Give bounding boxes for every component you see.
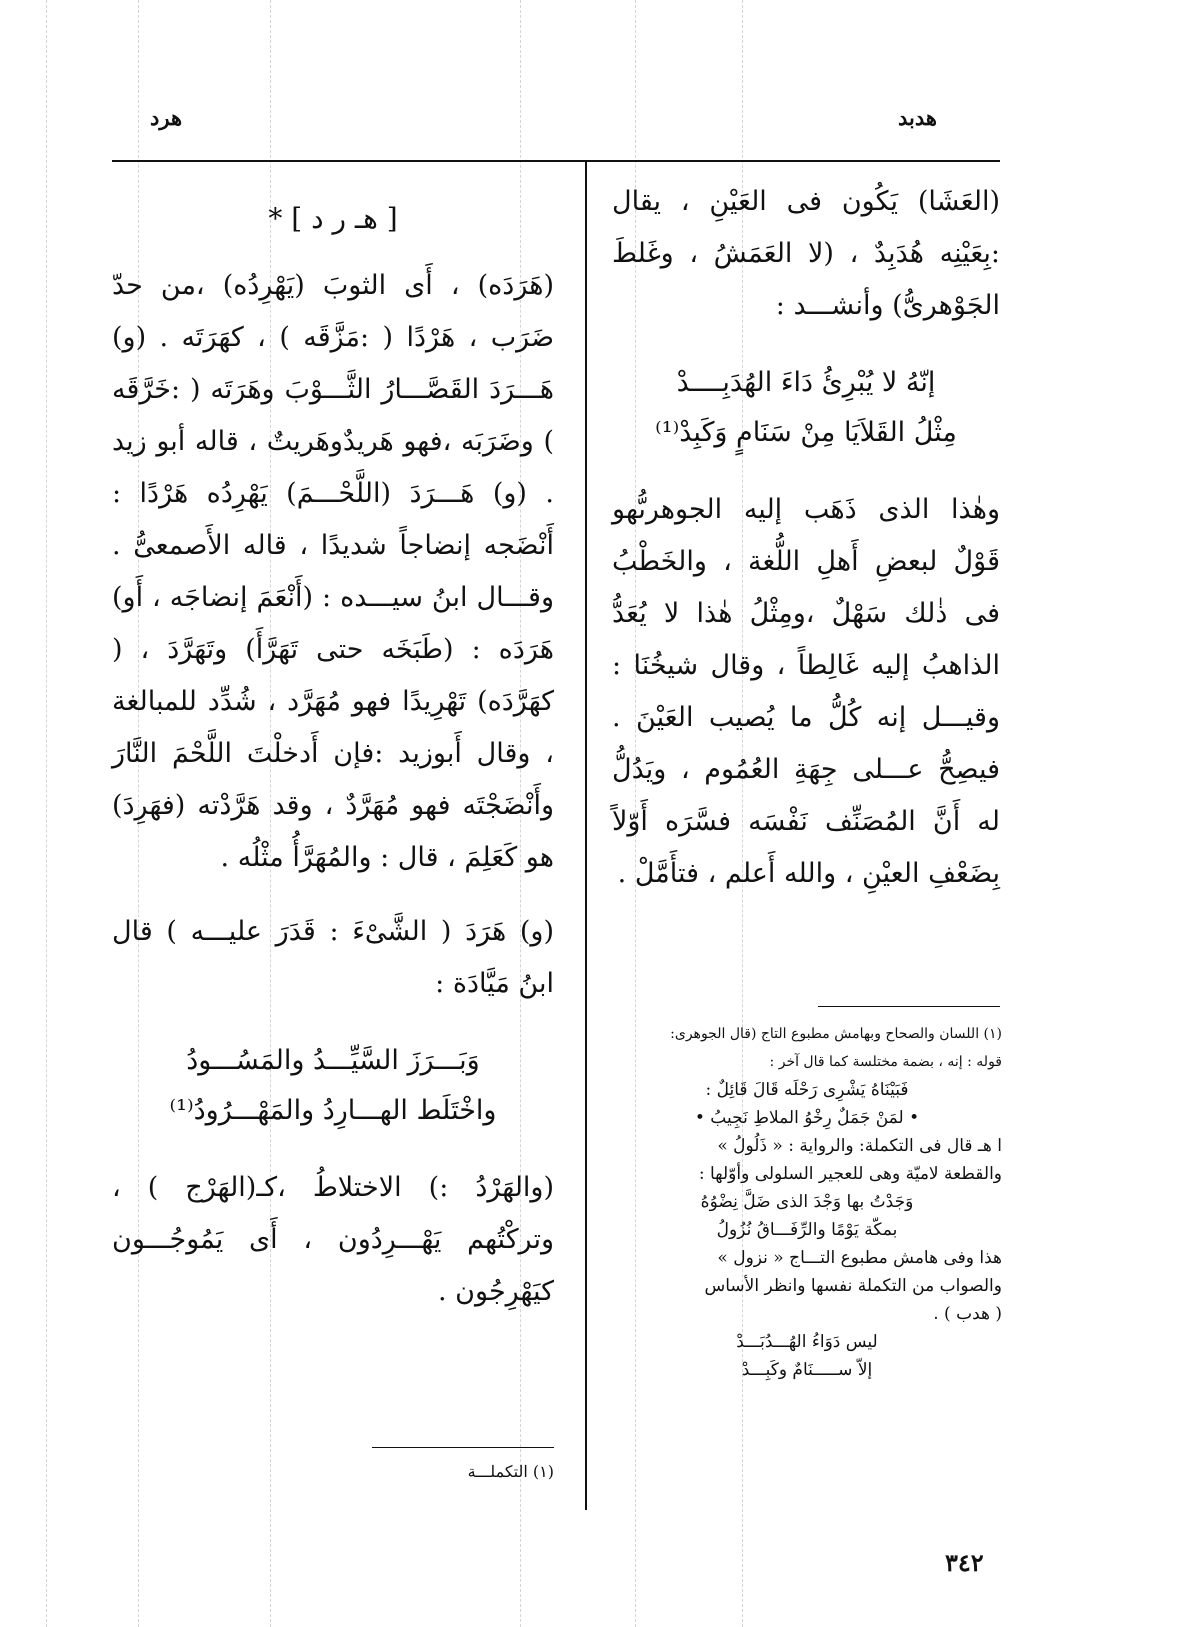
column-divider — [585, 160, 587, 1510]
running-head-left: هرد — [150, 105, 183, 130]
footnote-line: فَبَيْنَاهُ يَشْرِى رَحْلَه قَالَ قَائِلٌ : — [705, 1080, 909, 1100]
footnote-line: وَجَدْتُ بها وَجْدَ الذى ضَلَّ نِضْوُهُ — [700, 1192, 914, 1212]
page-number: ٣٤٢ — [945, 1548, 984, 1577]
verse-line: مِثْلُ القَلاَيَا مِنْ سَنَامٍ وَكَبِدْ⁽¹⁾ — [655, 417, 957, 448]
verse-line: واخْتَلَط الهـــارِدُ والمَهْـــرُودُ⁽¹⁾ — [169, 1095, 497, 1126]
left-verse — [112, 1036, 554, 1136]
footnotes-right — [612, 1020, 1002, 1384]
verse-line: وَبَـــرَزَ السَّيِّـــدُ والمَسُـــودُ — [186, 1045, 480, 1076]
footnote-line: إلاّ ســـــنَامٌ وكَبِـــدْ — [741, 1360, 873, 1380]
running-head-right: هدبد — [898, 105, 937, 130]
right-column — [612, 176, 1000, 900]
left-paragraph-3: (والهَرْدُ :) الاختلاطُ ،كـ(الهَرْج ) ، وتركْتُهم يَهْـــرِدُون ، أَى يَمُوجُـــون كيَهْرِجُون . — [112, 1172, 554, 1307]
right-verse — [612, 358, 1000, 458]
footnote-line: قوله : إنه ، بضمة مختلسة كما قال آخر : — [769, 1054, 1002, 1070]
left-paragraph-2: (و) هَرَدَ ( الشَّىْءَ : قَدَرَ عليـــه ) قال ابنُ مَيَّادَة : — [112, 916, 554, 999]
verse-line: إنّهُ لا يُبْرِئُ دَاءَ الهُدَبِــــدْ — [676, 367, 936, 398]
footnote-line: هذا وفى هامش مطبوع التـــاج « نزول » — [717, 1248, 1002, 1268]
left-column — [112, 196, 554, 1318]
right-paragraph-1: (العَشَا) يَكُون فى العَيْنِ ، يقال :بِعَيْنِه هُدَبِدٌ ، (لا العَمَشُ ، وغَلطَ الجَوْهرىُّ) وأنشـــد : — [612, 186, 1000, 321]
footnote-line: • لمَنْ جَمَلٌ رِخْوُ الملاطِ نَجِيبُ • — [694, 1108, 920, 1128]
entry-heading: [ هـ ر د ] * — [268, 202, 398, 235]
right-paragraph-2: وهٰذا الذى ذَهَب إليه الجوهرىُّهو قَوْلٌ لبعضِ أَهلِ اللُّغة ، والخَطْبُ فى ذٰلك سَهْلٌ ،ومِثْلُ هٰذا لا يُعَدُّ الذاهبُ إليه غَالِطاً ، وقال شيخُنَا : وقيـــل إنه كُلُّ ما يُصيب العَيْنَ . فيصِحُّ عـــلى جِهَةِ العُمُوم ، ويَدُلُّ له أَنَّ المُصَنِّف نَفْسَه فسَّرَه أَوّلاً بِضَعْفِ العيْنِ ، والله أَعلم ، فتأَمَّلْ . — [612, 494, 1000, 889]
footnote-line: ليس دَوَاءُ الهُـــدُبَـــدْ — [736, 1332, 878, 1352]
scan-guide-line — [46, 0, 47, 1627]
footnote-line: ا هـ قال فى التكملة: والرواية : « ذَلُولُ » — [717, 1136, 1002, 1156]
footnote-rule-right — [818, 1006, 1000, 1007]
footnote-line: (١) اللسان والصحاح وبهامش مطبوع التاج (قال الجوهرى: — [670, 1026, 1002, 1042]
footnote-rule-left — [372, 1447, 554, 1448]
footnote-line: والصواب من التكملة نفسها وانظر الأساس — [704, 1276, 1002, 1296]
footnote-line: بمكّة يَوْمًا والرِّفَـــاقُ نُزُولُ — [716, 1220, 898, 1240]
footnote-left: (١) التكملـــة — [467, 1462, 554, 1481]
paragraph-gap — [112, 884, 554, 906]
footnote-line: ( هدب ) . — [933, 1304, 1002, 1324]
header-rule — [112, 160, 1000, 162]
footnote-line: والقطعة لاميّة وهى للعجير السلولى وأوّلها : — [698, 1164, 1002, 1184]
left-paragraph-1: (هَرَدَه) ، أَى الثوبَ (يَهْرِدُه) ،من حدّ ضَرَب ، هَرْدًا ( :مَزَّقَه ) ، كهَرَتَه . (و) هَـــرَدَ القَصَّـــارُ الثَّـــوْبَ وهَرَتَه ( :خَرَّقَه ) وضَرَبَه ،فهو هَريدٌوهَريتٌ ، قاله أبو زيد . (و) هَـــرَدَ (اللَّحْـــمَ) يَهْرِدُه هَرْدًا : أَنْضَجه إنضاجاً شديدًا ، قاله الأَصمعىُّ . وقـــال ابنُ سيـــده : (أَنْعَمَ إنضاجَه ، أَو) هَرَدَه : (طَبَخَه حتى تَهَرَّأَ) وتَهَرَّدَ ، ( كهَرَّدَه) تَهْرِيدًا فهو مُهَرَّد ، شُدِّد للمبالغة ، وقال أَبوزيد :فإن أَدخلْتَ اللَّحْمَ النَّارَ وأَنْضَجْتَه فهو مُهَرَّدٌ ، وقد هَرَّدْته (فهَرِدَ) هو كَعَلِمَ ، قال : والمُهَرَّأُ مثْلُه . — [112, 270, 554, 873]
